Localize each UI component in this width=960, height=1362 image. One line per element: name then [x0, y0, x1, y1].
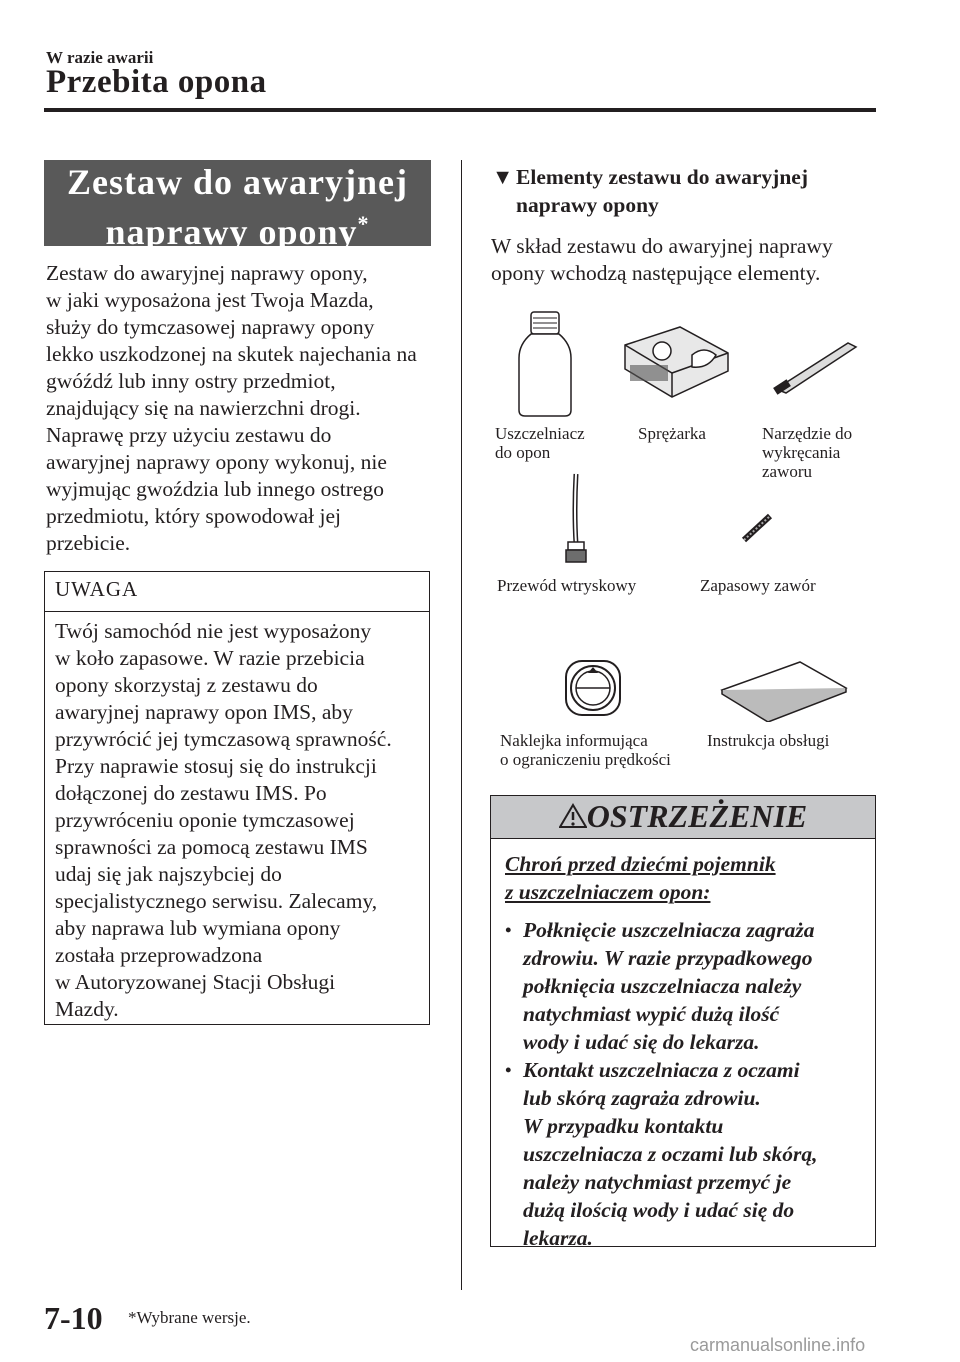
caption-speed-sticker: Naklejka informująca o ograniczeniu prędkości	[500, 731, 671, 769]
page-number: 7-10	[44, 1300, 103, 1336]
speed-sticker-icon	[560, 655, 626, 721]
intro-paragraph: Zestaw do awaryjnej naprawy opony, w jaki wyposażona jest Twoja Mazda, służy do tymczasowej naprawy opony lekko uszkodzonej na skutek najechania na gwóźdź lub inny ostry przedmiot, znajdujący się na nawierzchni drogi. Naprawę przy użyciu zestawu do awaryjnej naprawy opony wykonuj, nie wyjmując gwoździa lub innego ostrego przedmiotu, który spowodował jej przebicie.	[46, 261, 417, 555]
watermark: carmanualsonline.info	[690, 1335, 866, 1355]
chapter-title: Przebita opona	[46, 64, 267, 100]
caption-valve-tool: Narzędzie do wykręcania zaworu	[762, 424, 853, 481]
title-line-2: naprawy opony*	[105, 211, 370, 252]
kit-intro: W skład zestawu do awaryjnej naprawy opony wchodzą następujące elementy.	[491, 234, 833, 285]
header-rule	[44, 108, 876, 112]
footnote: *Wybrane wersje.	[128, 1308, 251, 1327]
caption-manual: Instrukcja obsługi	[707, 731, 830, 750]
compressor-icon	[620, 325, 730, 405]
warning-heading	[491, 796, 875, 839]
caption-compressor: Sprężarka	[638, 424, 706, 443]
title-star: *	[357, 211, 370, 236]
manual-icon	[718, 660, 850, 722]
caption-spare-valve: Zapasowy zawór	[700, 576, 816, 595]
caption-hose: Przewód wtryskowy	[497, 576, 637, 595]
note-body: Twój samochód nie jest wyposażony w koło zapasowe. W razie przebicia opony skorzystaj z zestawu do awaryjnej naprawy opon IMS, aby przywrócić jej tymczasową sprawność. Przy naprawie stosuj się do instrukcji dołączonej do zestawu IMS. Po przywróceniu oponie tymczasowej sprawności za pomocą zestawu IMS udaj się jak najszybciej do specjalistycznego serwisu. Zalecamy, aby naprawa lub wymiana opony została przeprowadzona w Autoryzowanej Stacji Obsługi Mazdy.	[55, 619, 392, 1021]
warning-lead: Chroń przed dziećmi pojemnik z uszczelniaczem opon:	[505, 852, 776, 904]
title-line-1: Zestaw do awaryjnej	[67, 162, 408, 202]
warning-title: OSTRZEŻENIE	[586, 798, 808, 834]
valve-tool-icon	[770, 335, 860, 395]
spare-valve-icon	[740, 512, 776, 544]
section-label: W razie awarii	[46, 48, 154, 67]
section-title-box	[44, 160, 431, 252]
injection-hose-icon	[562, 472, 592, 567]
triangle-marker-icon: ▼	[492, 165, 514, 189]
note-box	[44, 571, 430, 1025]
column-divider	[461, 160, 462, 1290]
warning-triangle-icon	[559, 803, 587, 829]
caption-sealant: Uszczelniacz do opon	[495, 424, 585, 462]
note-heading: UWAGA	[45, 572, 429, 612]
sealant-bottle-icon	[515, 310, 575, 420]
warning-box: OSTRZEŻENIE Chroń przed dziećmi pojemnik z uszczelniaczem opon: • Połknięcie uszczelniacza zagraża zdrowiu. W razie przypadkowego połknięcia uszczelniacza należy natychmiast wypić dużą ilość wody i udać się do lekarza. • Kontakt uszczelniacza z oczami lub skórą zagraża zdrowiu. W przypadku kontaktu uszczelniacza z oczami lub skórą, należy natychmiast przemyć je dużą ilością wody i udać się do lekarza.	[490, 795, 876, 1247]
